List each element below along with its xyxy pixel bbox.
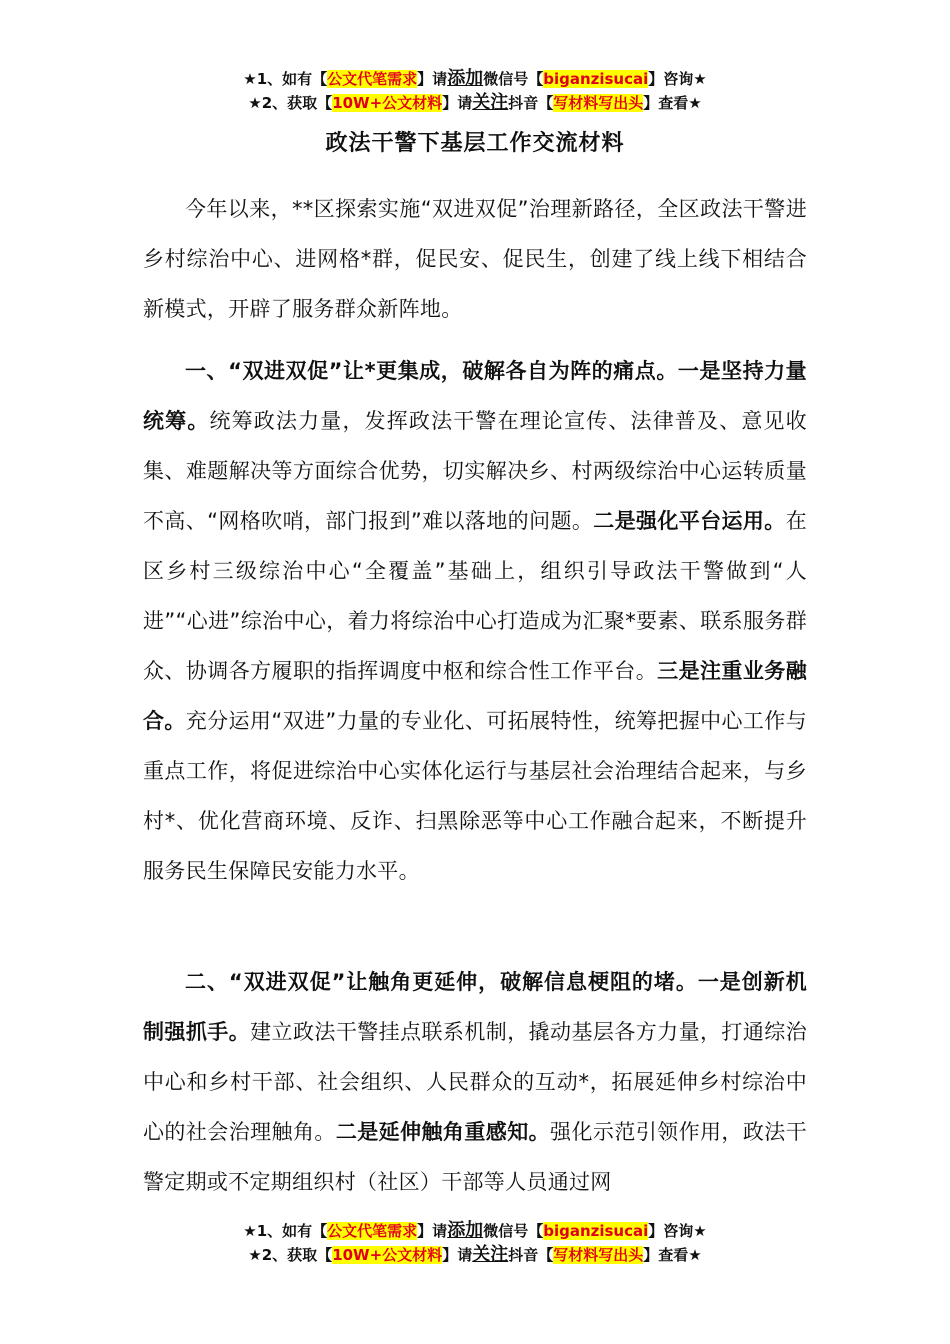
promo-line-2: ★2、获取【10W+公文材料】请关注抖音【写材料写出头】查看★ [248, 92, 702, 113]
point-title: 一是坚持力量统筹。 [143, 359, 807, 433]
point-text: 建立政法干警挂点联系机制，撬动基层各方力量，打通综治中心和乡村干部、社会组织、人民群众的互动*，拓展延伸乡村综治中心的社会治理触角。 [143, 1020, 807, 1144]
promo-emphasis: 添加 [447, 68, 484, 89]
promo-highlight: 公文代笔需求 [327, 1222, 418, 1240]
section-2-paragraph [143, 957, 807, 1207]
promo-line-1: ★1、如有【公文代笔需求】请添加微信号【biganzisucai】咨询★ [243, 1220, 707, 1241]
point-text: 统筹政法力量，发挥政法干警在理论宣传、法律普及、意见收集、难题解决等方面综合优势，切实解决乡、村两级综治中心运转质量不高、“网格吹哨，部门报到”难以落地的问题。 [143, 409, 807, 533]
point-title: 二是强化平台运用。 [593, 509, 786, 533]
promo-wechat-id: biganzisucai [543, 1222, 649, 1240]
point-title: 二是延伸触角重感知。 [335, 1120, 551, 1144]
section-2-heading: 二、“双进双促”让触角更延伸，破解信息梗阻的堵。 [185, 970, 698, 994]
document-title: 政法干警下基层工作交流材料 [325, 131, 625, 156]
promo-line-2: ★2、获取【10W+公文材料】请关注抖音【写材料写出头】查看★ [248, 1244, 702, 1265]
point-text: 强化示范引领作用，政法干警定期或不定期组织村（社区）干部等人员通过网 [143, 1120, 807, 1194]
promo-emphasis: 关注 [472, 92, 509, 113]
promo-emphasis: 添加 [447, 1220, 484, 1241]
promo-banner-top [0, 67, 950, 115]
promo-line-1: ★1、如有【公文代笔需求】请添加微信号【biganzisucai】咨询★ [243, 68, 707, 89]
intro-section [143, 184, 807, 334]
promo-wechat-id: biganzisucai [543, 70, 649, 88]
promo-highlight: 10W+公文材料 [332, 1246, 443, 1264]
intro-paragraph: 今年以来，**区探索实施“双进双促”治理新路径，全区政法干警进乡村综治中心、进网格*群，促民安、促民生，创建了线上线下相结合新模式，开辟了服务群众新阵地。 [143, 197, 807, 321]
point-title: 三是注重业务融合。 [143, 659, 807, 733]
section-1-heading: 一、“双进双促”让*更集成，破解各自为阵的痛点。 [185, 359, 678, 383]
promo-emphasis: 关注 [472, 1244, 509, 1265]
section-1 [143, 346, 807, 896]
point-text: 在区乡村三级综治中心“全覆盖”基础上，组织引导政法干警做到“人进”“心进”综治中心，着力将综治中心打造成为汇聚*要素、联系服务群众、协调各方履职的指挥调度中枢和综合性工作平台。 [143, 509, 808, 683]
section-1-paragraph [143, 346, 807, 896]
promo-douyin-id: 写材料写出头 [553, 1246, 644, 1264]
section-2 [143, 957, 807, 1207]
promo-highlight: 公文代笔需求 [327, 70, 418, 88]
point-title: 一是创新机制强抓手。 [143, 970, 807, 1044]
promo-douyin-id: 写材料写出头 [553, 94, 644, 112]
promo-highlight: 10W+公文材料 [332, 94, 443, 112]
promo-banner-bottom [0, 1219, 950, 1267]
point-text: 充分运用“双进”力量的专业化、可拓展特性，统筹把握中心工作与重点工作，将促进综治中心实体化运行与基层社会治理结合起来，与乡村*、优化营商环境、反诈、扫黑除恶等中心工作融合起来，不断提升服务民生保障民安能力水平。 [143, 709, 807, 883]
